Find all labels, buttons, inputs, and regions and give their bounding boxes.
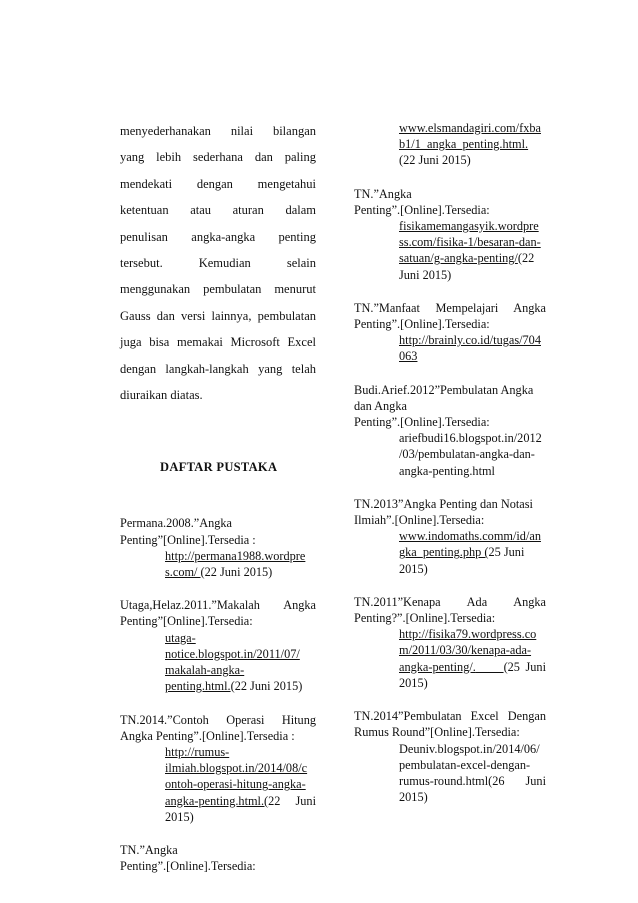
reference-entry [120,712,316,825]
reference-entry [354,594,546,691]
ref-line: Ilmiah”.[Online].Tersedia: [354,513,485,528]
ref-date: 22 Juni [268,793,316,808]
paragraph-line: Gauss dan versi lainnya, pembulatan [120,308,316,323]
reference-entry [354,382,546,479]
ref-url[interactable]: http://rumus- [165,744,230,759]
paragraph-line: menyederhanakan nilai bilangan [120,124,316,138]
ref-source: rumus-round.html(26 [399,773,505,788]
bibliography-list [120,515,316,874]
ref-line: Rumus Round”[Online].Tersedia: [354,725,520,740]
ref-url[interactable]: angka-penting/. [399,659,476,674]
ref-date: (22 Juni 2015) [200,565,273,580]
ref-line: TN.2014.”Contoh Operasi Hitung [120,712,316,727]
reference-entry [120,842,316,874]
ref-line: Penting?”.[Online].Tersedia: [354,611,496,626]
ref-line: Penting”.[Online].Tersedia: [354,317,490,332]
paragraph-line: dengan langkah-langkah yang telah [120,361,316,376]
ref-line: TN.2013”Angka Penting dan Notasi [354,496,533,511]
ref-date: 25 Juni [488,545,525,560]
paragraph-line: ketentuan atau aturan dalam [120,203,316,218]
ref-line: TN.2014”Pembulatan Excel Dengan [354,709,546,724]
ref-date: (25 Juni [503,659,546,674]
paragraph-line: tersebut. Kemudian selain [120,256,316,271]
paragraph-line: menggunakan pembulatan menurut [120,282,316,297]
ref-url[interactable]: ss.com/fisika-1/besaran-dan- [399,235,541,250]
ref-url[interactable]: 063 [399,349,418,364]
left-column [120,118,316,891]
ref-url[interactable]: www.indomaths.comm/id/an [399,529,541,544]
bibliography-heading: DAFTAR PUSTAKA [160,460,278,475]
ref-line: Penting”.[Online].Tersedia: [120,859,256,874]
ref-line: Penting”.[Online].Tersedia: [354,202,490,217]
ref-url-spacer [476,660,504,674]
ref-source-line [354,773,546,789]
ref-line: TN.2011”Kenapa Ada Angka [354,594,546,609]
ref-url[interactable]: makalah-angka- [165,663,245,678]
paragraph-line: yang lebih sederhana dan paling [120,150,316,165]
ref-date: 2015) [399,561,428,576]
reference-entry [354,186,546,283]
ref-line: Penting”[Online].Tersedia : [120,532,256,547]
ref-line: Penting”[Online].Tersedia: [120,614,253,629]
ref-line: dan Angka [354,398,407,413]
ref-line: Utaga,Helaz.2011.”Makalah Angka [120,598,316,613]
paragraph-line: penulisan angka-angka penting [120,229,316,244]
ref-url[interactable]: b1/1_angka_penting.html. [399,137,529,152]
ref-date: Juni [525,773,546,788]
ref-url[interactable]: utaga- [165,630,196,645]
ref-url[interactable]: fisikamemangasyik.wordpre [399,219,539,234]
paragraph-line: mendekati dengan mengetahui [120,176,316,191]
ref-source: pembulatan-excel-dengan- [399,757,531,772]
ref-date: 2015) [165,809,194,824]
paragraph-line: juga bisa memakai Microsoft Excel [120,335,316,350]
ref-date: 2015) [399,675,428,690]
ref-date: Juni 2015) [399,267,452,282]
ref-line: Angka Penting”.[Online].Tersedia : [120,728,295,743]
right-column [354,120,546,822]
ref-date: (22 Juni 2015) [399,153,471,168]
ref-source: ariefbudi16.blogspot.in/2012 [399,431,542,446]
ref-url[interactable]: ilmiah.blogspot.in/2014/08/c [165,761,308,776]
ref-url[interactable]: ontoh-operasi-hitung-angka- [165,777,306,792]
ref-line: Permana.2008.”Angka [120,516,233,531]
reference-entry-continued [354,120,546,169]
ref-url[interactable]: angka-penting.html.( [165,793,269,808]
ref-line: TN.”Manfaat Mempelajari Angka [354,300,546,315]
ref-url[interactable]: http://brainly.co.id/tugas/704 [399,333,541,348]
paragraph-line: diuraikan diatas. [120,388,203,403]
ref-source: angka-penting.html [399,463,495,478]
ref-url[interactable]: www.elsmandagiri.com/fxba [399,121,541,135]
ref-url[interactable]: gka_penting.php ( [399,545,489,560]
ref-url[interactable]: satuan/g-angka-penting/ [399,251,518,266]
ref-url[interactable]: notice.blogspot.in/2011/07/ [165,646,300,661]
ref-line: Penting”.[Online].Tersedia: [354,415,490,430]
ref-source: /03/pembulatan-angka-dan- [399,447,535,462]
reference-entry [354,708,546,805]
ref-source: Deuniv.blogspot.in/2014/06/ [399,741,540,756]
ref-line: TN.”Angka [120,842,178,857]
ref-url[interactable]: m/2011/03/30/kenapa-ada- [399,643,532,658]
ref-url[interactable]: http://permana1988.wordpre [165,548,306,563]
ref-date: (22 Juni 2015) [230,679,303,694]
ref-url[interactable]: s.com/ [165,565,201,580]
ref-line: TN.”Angka [354,186,412,201]
ref-url[interactable]: http://fisika79.wordpress.co [399,627,537,642]
ref-url[interactable]: penting.html. [165,679,231,694]
reference-entry [120,597,316,694]
bibliography-list-continued [354,120,546,805]
ref-line: Budi.Arief.2012”Pembulatan Angka [354,382,534,397]
reference-entry [354,496,546,577]
ref-date: (22 [517,251,535,266]
ref-date: 2015) [399,790,428,805]
body-paragraph [120,118,316,408]
reference-entry [354,300,546,365]
reference-entry [120,515,316,580]
